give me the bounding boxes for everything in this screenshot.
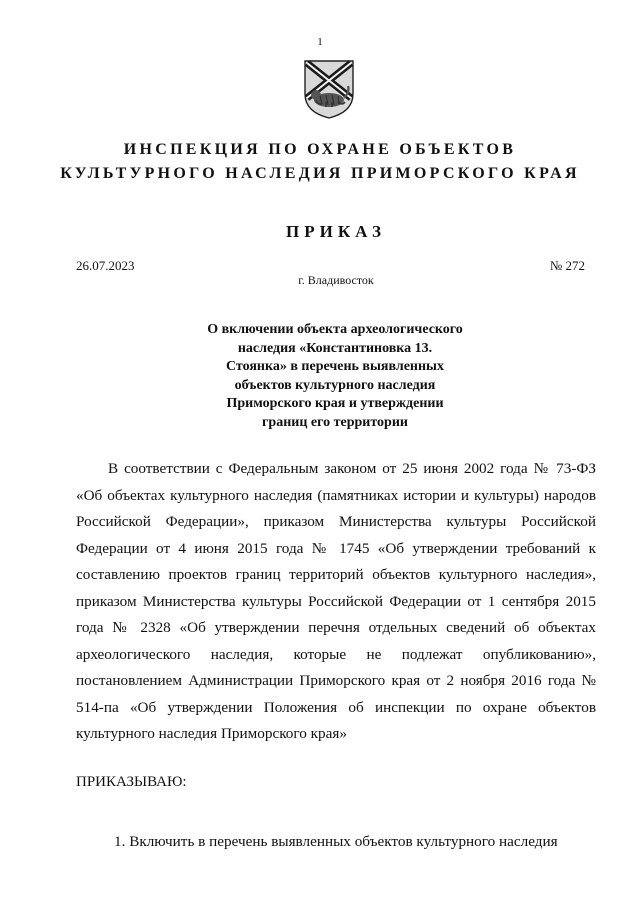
order-item: 1. Включить в перечень выявленных объектов культурного наследия [114,833,558,850]
document-city: г. Владивосток [298,273,374,287]
organization-line-2: КУЛЬТУРНОГО НАСЛЕДИЯ ПРИМОРСКОГО КРАЯ [60,165,580,182]
document-subject [175,321,495,432]
document-date: 26.07.2023 [76,258,135,273]
organization-name [0,138,640,186]
order-word: ПРИКАЗЫВАЮ: [76,774,187,790]
subject-line: О включении объекта археологического [207,322,463,337]
document-number: № 272 [549,258,585,273]
subject-line: Приморского края и утверждении [226,396,444,411]
subject-line: Стоянка» в перечень выявленных [226,359,444,374]
document-type: ПРИКАЗ [286,222,386,241]
preamble-paragraph: В соответствии с Федеральным законом от 25 июня 2002 года № 73-ФЗ «Об объектах культурного наследия (памятниках истории и культуры) народов Российской Федерации», приказом Министерства культуры Российской Федерации от 4 июня 2015 года № 1745 «Об утверждении требований к составлению проектов границ территорий объектов культурного наследия», приказом Министерства культуры Российской Федерации от 1 сентября 2015 года № 2328 «Об утверждении перечня отдельных сведений об объектах археологического наследия, которые не подлежат опубликованию», постановлением Администрации Приморского края от 2 ноября 2016 года № 514-па «Об утверждении Положения об инспекции по охране объектов культурного наследия Приморского края» [76,460,596,742]
organization-line-1: ИНСПЕКЦИЯ ПО ОХРАНЕ ОБЪЕКТОВ [123,141,517,158]
subject-line: границ его территории [262,414,408,430]
primorsky-krai-coat-of-arms-icon [302,58,356,120]
page-number: 1 [317,36,323,48]
subject-line: объектов культурного наследия [234,377,436,393]
subject-line: наследия «Константиновка 13. [237,340,433,356]
